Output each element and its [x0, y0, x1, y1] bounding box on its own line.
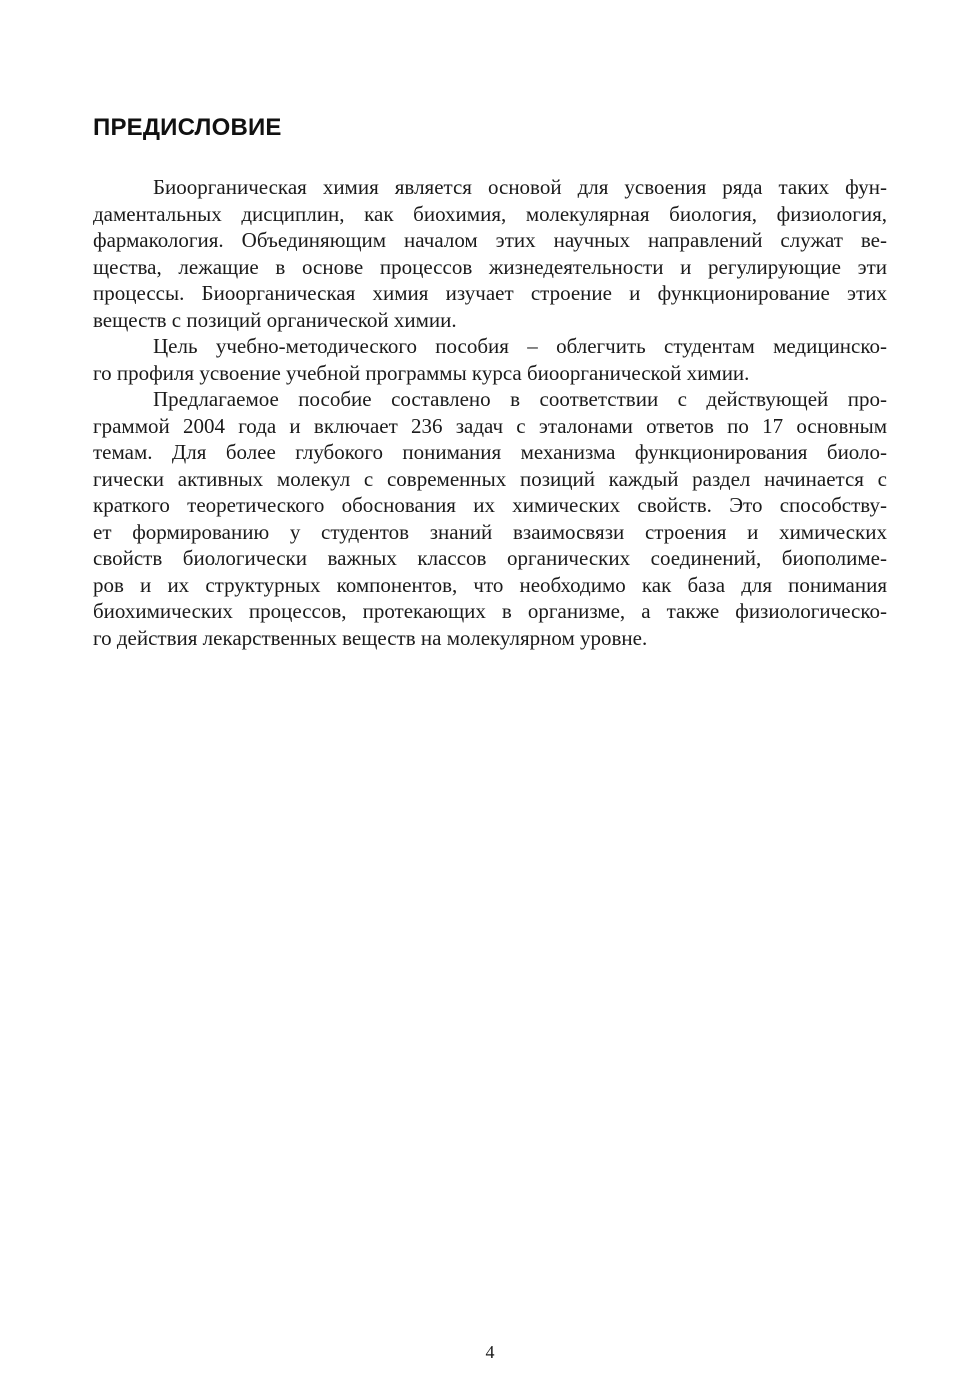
page-number: 4 — [485, 1342, 495, 1362]
paragraph-2 — [93, 333, 887, 386]
paragraph-line: граммой 2004 года и включает 236 задач с эталонами ответов по 17 основным — [93, 413, 887, 438]
paragraph-3 — [93, 386, 887, 651]
page-title: ПРЕДИСЛОВИЕ — [93, 114, 282, 141]
paragraph-line: ров и их структурных компонентов, что необходимо как база для понимания — [93, 572, 887, 597]
paragraph-line: процессы. Биоорганическая химия изучает строение и функционирование этих — [93, 281, 887, 305]
paragraph-line: веществ с позиций органической химии. — [93, 307, 457, 332]
paragraph-line: гически активных молекул с современных позиций каждый раздел начинается с — [93, 466, 887, 491]
paragraph-line: фармакология. Объединяющим началом этих научных направлений служат ве- — [93, 228, 887, 252]
paragraph-line: ет формированию у студентов знаний взаимосвязи строения и химических — [93, 519, 887, 544]
paragraph-line: щества, лежащие в основе процессов жизнедеятельности и регулирующие эти — [93, 254, 887, 279]
body-text — [93, 174, 887, 651]
paragraph-line: го действия лекарственных веществ на молекулярном уровне. — [93, 625, 648, 650]
paragraph-line: Цель учебно-методического пособия – облегчить студентам медицинско- — [153, 334, 887, 358]
paragraph-line: Биоорганическая химия является основой для усвоения ряда таких фун- — [153, 175, 887, 199]
paragraph-line: биохимических процессов, протекающих в организме, а также физиологическо- — [93, 599, 887, 623]
paragraph-line: Предлагаемое пособие составлено в соответствии с действующей про- — [153, 387, 887, 411]
paragraph-line: свойств биологически важных классов органических соединений, биополиме- — [93, 546, 887, 570]
paragraph-line: го профиля усвоение учебной программы курса биоорганической химии. — [93, 360, 750, 385]
paragraph-1 — [93, 174, 887, 333]
paragraph-line: даментальных дисциплин, как биохимия, молекулярная биология, физиология, — [93, 201, 887, 226]
paragraph-line: темам. Для более глубокого понимания механизма функционирования биоло- — [93, 440, 887, 464]
paragraph-line: краткого теоретического обоснования их химических свойств. Это способству- — [93, 493, 887, 517]
